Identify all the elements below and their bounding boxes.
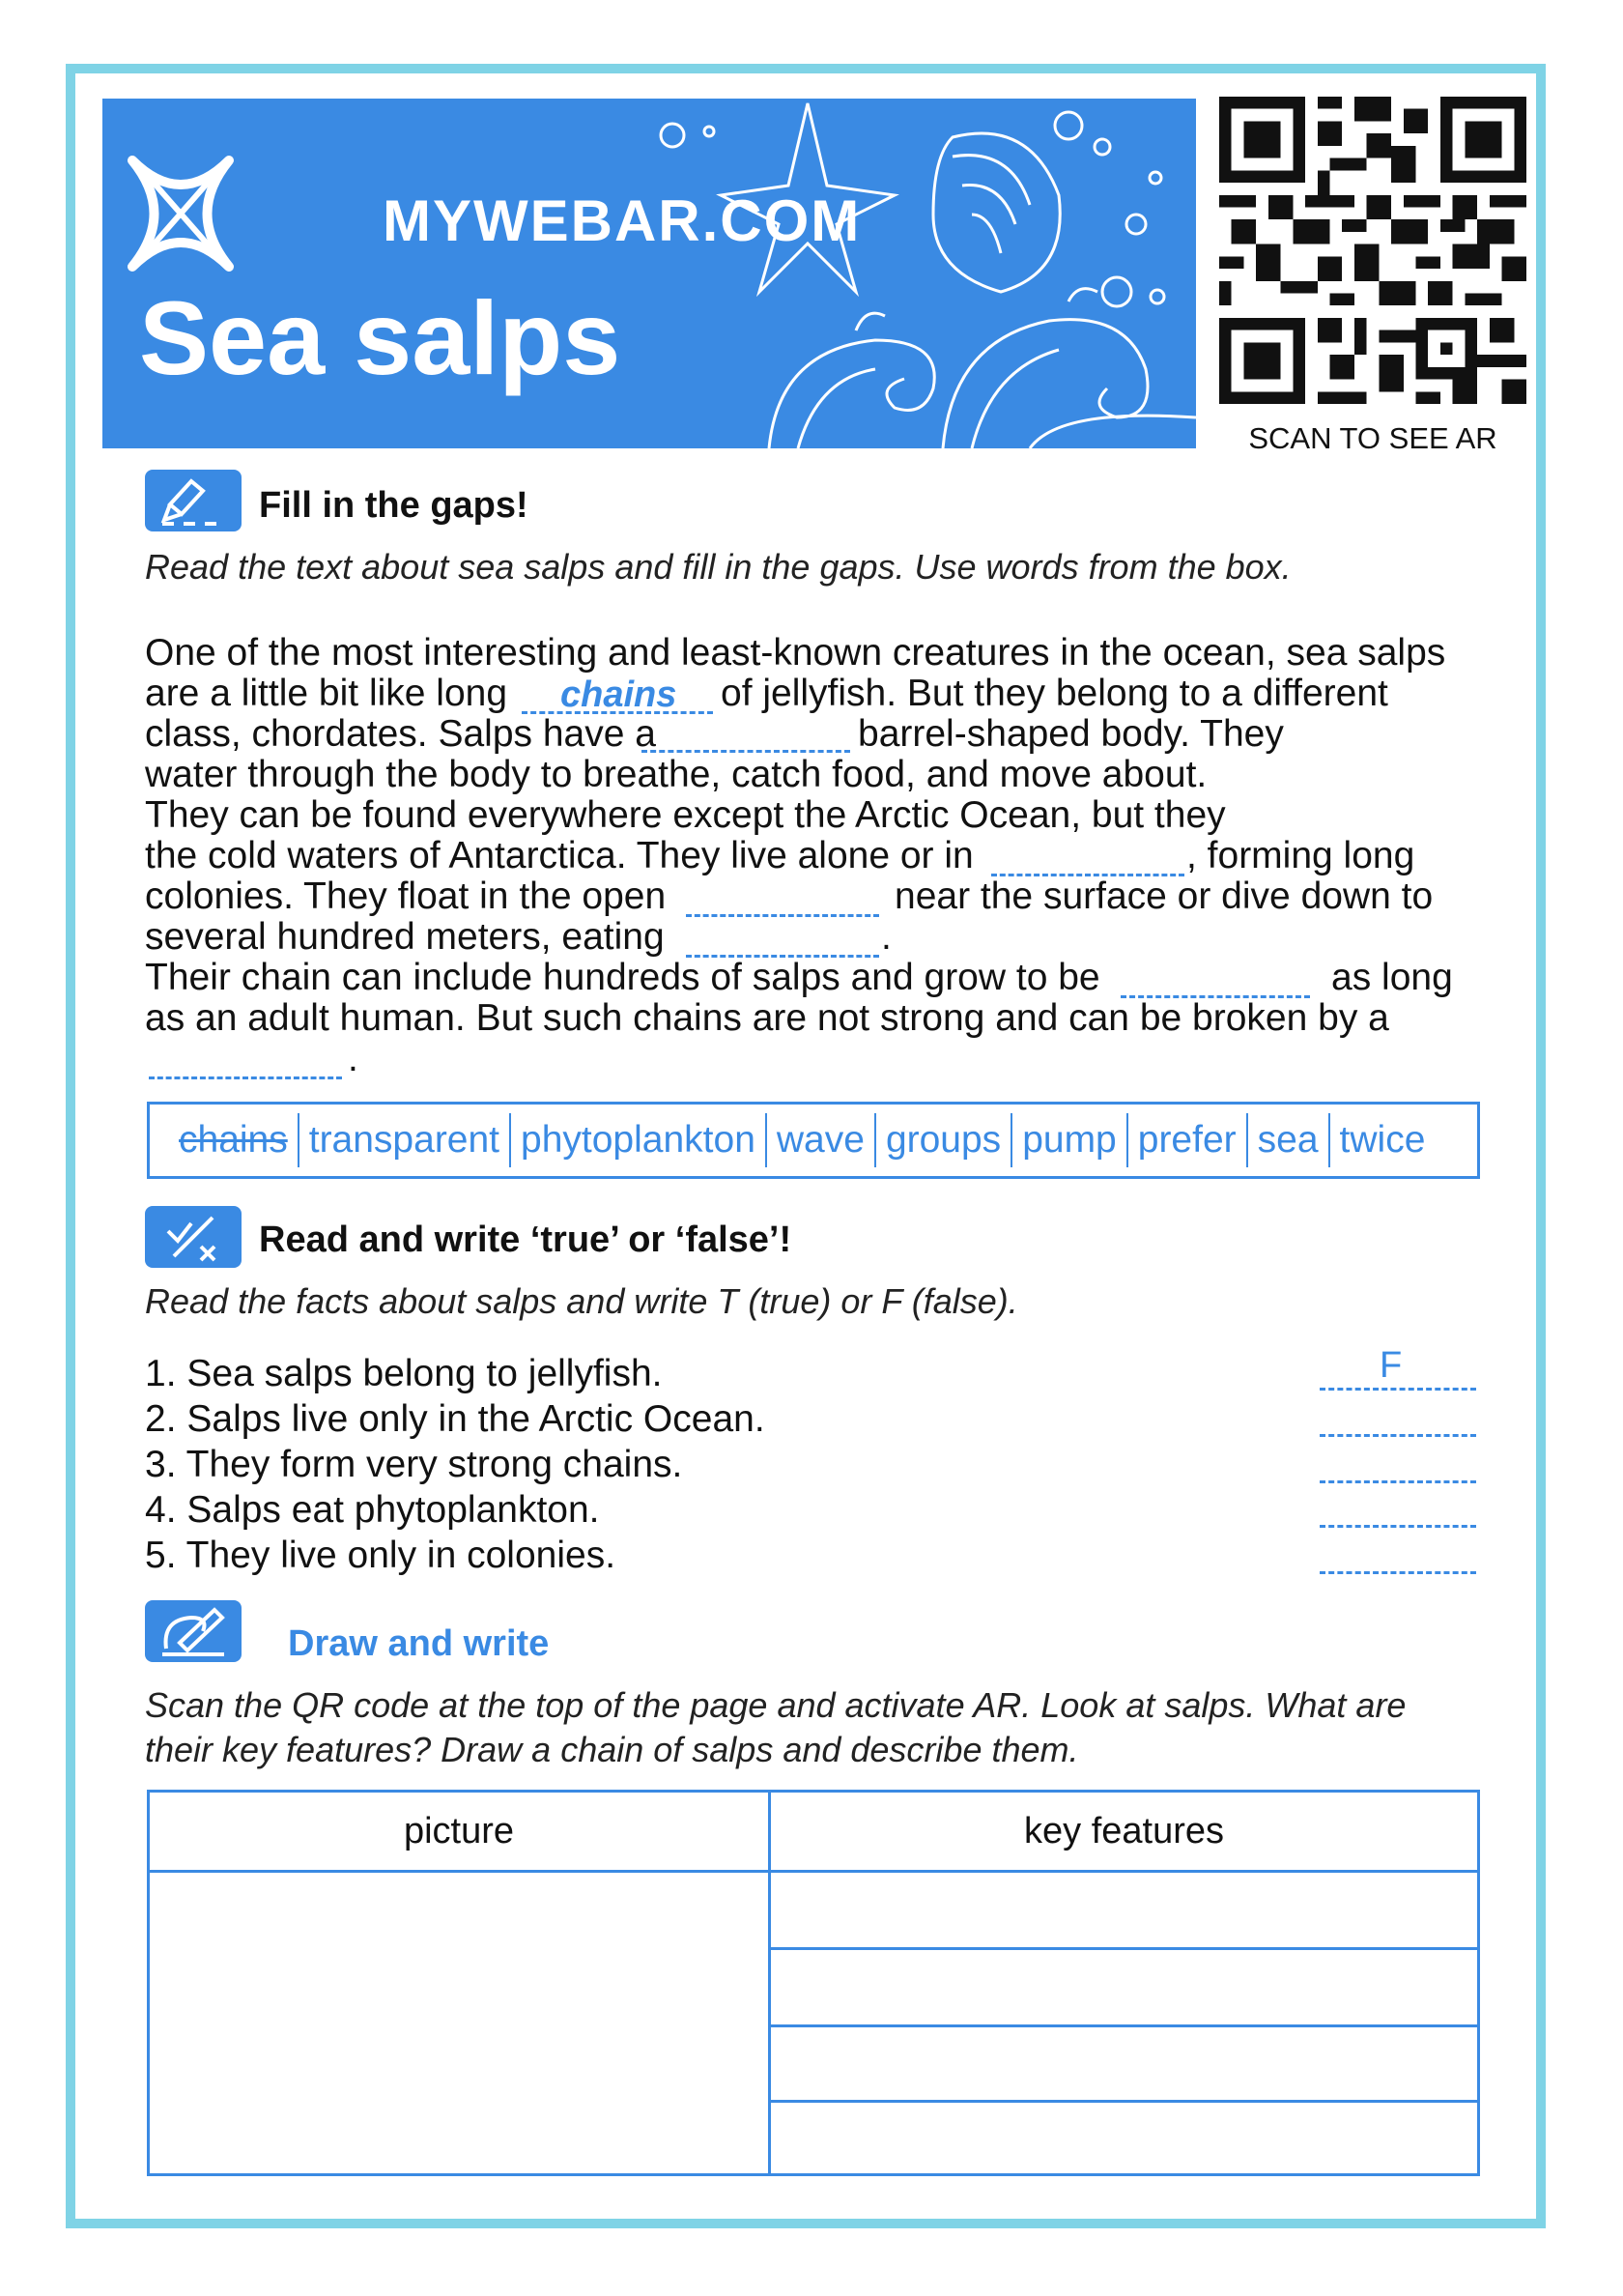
column-header-picture: picture — [403, 1811, 515, 1851]
answer-line-3[interactable] — [1320, 1442, 1476, 1483]
passage-line: colonies. They float in the open — [145, 875, 667, 917]
statement-item: 2. Salps live only in the Arctic Ocean. — [145, 1398, 765, 1440]
answer-line-5[interactable] — [1320, 1533, 1476, 1574]
word-box — [147, 1102, 1480, 1179]
passage-line: near the surface or dive down to — [895, 875, 1434, 917]
gap-2[interactable] — [641, 711, 850, 753]
word-box-item: chains — [169, 1113, 299, 1167]
gap-3[interactable] — [991, 835, 1184, 876]
passage-line: water through the body to breathe, catch food, and move about. — [145, 754, 1208, 795]
word-box-item: wave — [767, 1113, 876, 1167]
column-header-key-features: key features — [1024, 1811, 1224, 1851]
statement-item: 3. They form very strong chains. — [145, 1444, 683, 1485]
passage-line: as an adult human. But such chains are not strong and can be broken by a — [145, 997, 1389, 1039]
table-divider — [768, 1793, 771, 2173]
answer-1: F — [1380, 1345, 1403, 1386]
passage-line: several hundred meters, eating — [145, 916, 665, 958]
instruction-draw-write: Scan the QR code at the top of the page and activate AR. Look at salps. What are — [145, 1685, 1407, 1725]
passage-line: are a little bit like long — [145, 673, 508, 714]
qr-code[interactable] — [1219, 97, 1526, 404]
pencil-gaps-icon — [145, 470, 242, 531]
gap-1-answer: chains — [560, 674, 677, 715]
passage-line: One of the most interesting and least-known creatures in the ocean, sea salps — [145, 632, 1446, 674]
table-divider — [768, 2024, 1477, 2027]
word-box-item: phytoplankton — [511, 1113, 767, 1167]
header-banner — [102, 99, 1196, 448]
gap-4[interactable] — [686, 875, 879, 917]
passage-line: as long — [1331, 957, 1453, 998]
passage-line: . — [881, 916, 892, 958]
gap-6[interactable] — [1121, 957, 1310, 998]
instruction-true-false: Read the facts about salps and write T (true) or F (false). — [145, 1281, 1018, 1321]
instruction-draw-write: their key features? Draw a chain of salps and describe them. — [145, 1730, 1079, 1769]
gap-7[interactable] — [149, 1038, 342, 1079]
passage-line: barrel-shaped body. They — [858, 713, 1284, 755]
passage-line: . — [348, 1038, 358, 1079]
picture-drawing-area[interactable] — [150, 1873, 768, 2173]
check-cross-icon — [145, 1206, 242, 1268]
draw-icon — [145, 1600, 242, 1662]
word-box-item: transparent — [299, 1113, 511, 1167]
table-divider — [768, 1947, 1477, 1950]
page-title: Sea salps — [139, 279, 621, 396]
passage-line: of jellyfish. But they belong to a different — [721, 673, 1388, 714]
section-title-fill-gaps: Fill in the gaps! — [259, 485, 528, 526]
draw-write-table — [147, 1790, 1480, 2176]
word-box-item: twice — [1339, 1119, 1426, 1161]
passage-line: They can be found everywhere except the Arctic Ocean, but they — [145, 794, 1226, 836]
table-divider — [768, 2100, 1477, 2103]
scan-label: SCAN TO SEE AR — [1248, 421, 1497, 455]
answer-line-4[interactable] — [1320, 1486, 1476, 1528]
brand-name: MYWEBAR.COM — [383, 188, 862, 253]
section-title-true-false: Read and write ‘true’ or ‘false’! — [259, 1220, 792, 1260]
word-box-item: sea — [1248, 1113, 1330, 1167]
passage-line: , forming long — [1186, 835, 1415, 876]
gap-5[interactable] — [686, 916, 879, 958]
passage-line: class, chordates. Salps have a — [145, 713, 656, 755]
word-box-item: pump — [1012, 1113, 1128, 1167]
statement-item: 4. Salps eat phytoplankton. — [145, 1489, 600, 1531]
instruction-fill-gaps: Read the text about sea salps and fill in the gaps. Use words from the box. — [145, 547, 1292, 587]
passage-line: Their chain can include hundreds of salps and grow to be — [145, 957, 1100, 998]
statement-item: 5. They live only in colonies. — [145, 1535, 616, 1576]
statement-item: 1. Sea salps belong to jellyfish. — [145, 1353, 663, 1394]
sea-decoration-icon — [102, 99, 1196, 448]
passage-line: the cold waters of Antarctica. They live alone or in — [145, 835, 974, 876]
word-box-item: prefer — [1128, 1113, 1248, 1167]
section-title-draw-write: Draw and write — [288, 1623, 550, 1664]
word-box-item: groups — [876, 1113, 1012, 1167]
answer-line-2[interactable] — [1320, 1395, 1476, 1437]
